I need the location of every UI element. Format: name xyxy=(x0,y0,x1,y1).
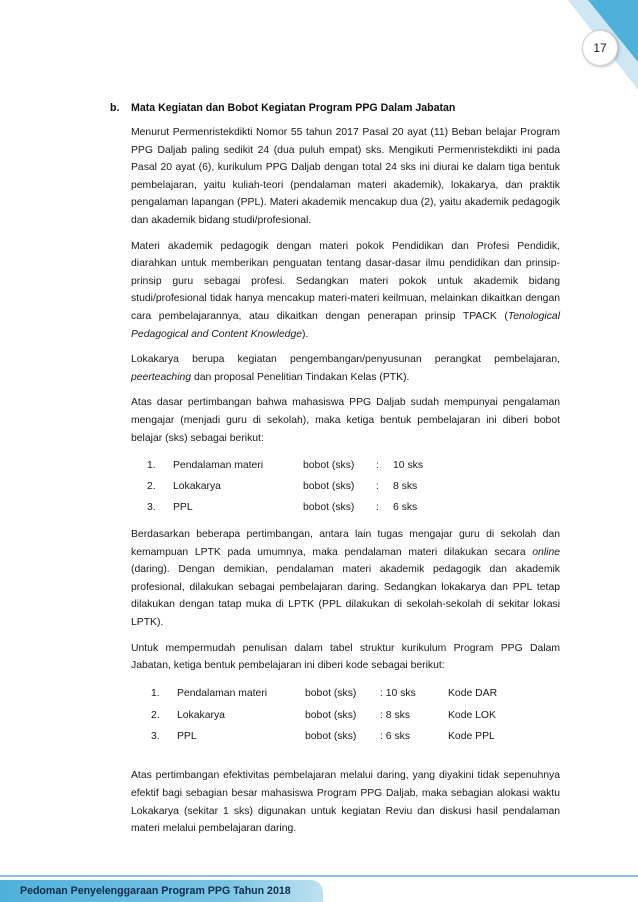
list-item-sks: : 10 sks xyxy=(380,688,416,700)
sks-list xyxy=(131,455,560,518)
list-item-kode: Kode LOK xyxy=(448,709,496,721)
list-item-sks: : 8 sks xyxy=(380,709,411,721)
list-item-name: Lokakarya xyxy=(173,481,221,493)
paragraph-5 xyxy=(131,526,560,632)
list-item-kode: Kode PPL xyxy=(448,731,495,743)
paragraph-3-text: Lokakarya berupa kegiatan pengembangan/penyusunan perangkat pembelajaran, xyxy=(131,354,560,366)
list-item-number: 2. xyxy=(147,481,156,493)
list-item-number: 3. xyxy=(147,502,156,514)
paragraph-2 xyxy=(131,238,560,344)
list-item xyxy=(131,497,560,518)
list-item-separator: : xyxy=(376,502,379,514)
list-item-sks: 8 sks xyxy=(393,481,418,493)
list-item-sks: : 6 sks xyxy=(380,731,411,743)
footer-title: Pedoman Penyelenggaraan Program PPG Tahun 2018 xyxy=(20,885,291,897)
list-item-kode: Kode DAR xyxy=(448,688,498,700)
list-item-separator: : xyxy=(376,460,379,472)
paragraph-5-text: Berdasarkan beberapa pertimbangan, antara lain tugas mengajar guru di sekolah dan kemampuan LPTK pada umumnya, maka pendalaman materi dilakukan secara xyxy=(131,529,560,558)
paragraph-4: Atas dasar pertimbangan bahwa mahasiswa PPG Daljab sudah mempunyai pengalaman mengajar (menjadi guru di sekolah), maka ketiga bentuk pembelajaran ini diberi bobot belajar (sks) sebagai berikut: xyxy=(131,397,560,444)
paragraph-3-end: dan proposal Penelitian Tindakan Kelas (PTK). xyxy=(191,371,410,383)
list-item-sks: 10 sks xyxy=(393,460,424,472)
list-item-separator: : xyxy=(376,481,379,493)
list-item-bobot: bobot (sks) xyxy=(303,460,355,472)
list-item-number: 3. xyxy=(151,731,160,743)
list-item-bobot: bobot (sks) xyxy=(305,709,357,721)
paragraph-2-text: Materi akademik pedagogik dengan materi pokok Pendidikan dan Profesi Pendidik, diarahkan untuk memberikan penguatan tentang dasar-dasar ilmu pendidikan dan prinsip-prinsip guru sebagai profesi. Sedangkan materi pokok untuk akademik bidang studi/profesional tidak hanya mencakup materi-materi keilmuan, melainkan dikaitkan dengan cara pembelajarannya, atau dikaitkan dengan penerapan prinsip TPACK ( xyxy=(131,240,560,322)
list-item-bobot: bobot (sks) xyxy=(303,481,355,493)
paragraph-7: Atas pertimbangan efektivitas pembelajaran melalui daring, yang diyakini tidak sepenuhnya efektif bagi sebagian besar mahasiswa Program PPG Daljab, maka sebagian alokasi waktu Lokakarya (sekitar 1 sks) digunakan untuk kegiatan Reviu dan diskusi hasil pendalaman materi melalui pembelajaran daring. xyxy=(131,770,560,835)
list-item-bobot: bobot (sks) xyxy=(305,688,357,700)
list-item-sks: 6 sks xyxy=(393,502,418,514)
section-heading xyxy=(110,102,560,114)
footer-banner xyxy=(0,880,323,902)
list-item xyxy=(131,726,560,748)
list-item-name: PPL xyxy=(173,502,193,514)
list-item-number: 1. xyxy=(151,688,160,700)
body-content xyxy=(131,124,560,846)
list-item-name: Pendalaman materi xyxy=(173,460,264,472)
list-item xyxy=(131,704,560,726)
footer-divider xyxy=(0,875,638,877)
list-item-bobot: bobot (sks) xyxy=(303,502,355,514)
paragraph-3 xyxy=(131,351,560,386)
list-item-number: 2. xyxy=(151,709,160,721)
section-label: b. xyxy=(110,102,120,114)
code-list xyxy=(131,683,560,748)
list-item-name: PPL xyxy=(177,731,197,743)
paragraph-2-end: ). xyxy=(302,328,309,340)
list-item-name: Pendalaman materi xyxy=(177,688,268,700)
list-item-bobot: bobot (sks) xyxy=(305,731,357,743)
paragraph-5-italic: online xyxy=(532,546,560,558)
paragraph-3-italic: peerteaching xyxy=(131,371,192,383)
paragraph-1: Menurut Permenristekdikti Nomor 55 tahun 2017 Pasal 20 ayat (11) Beban belajar Program PPG Daljab paling sedikit 24 (dua puluh empat) sks. Mengikuti Permenristekdikti ini pada Pasal 20 ayat (6), kurikulum PPG Daljab dengan total 24 sks ini diurai ke dalam tiga bentuk pembelajaran, yaitu kuliah-teori (pendalaman materi akademik), lokakarya, dan praktik pengalaman lapangan (PPL). Materi akademik mencakup dua (2), yaitu akademik pedagogik dan akademik bidang studi/profesional. xyxy=(131,127,560,226)
section-title: Mata Kegiatan dan Bobot Kegiatan Program PPG Dalam Jabatan xyxy=(131,102,456,114)
paragraph-5-end: (daring). Dengan demikian, pendalaman materi akademik pedagogik dan akademik profesional, dilakukan sebagai pembelajaran daring. Sedangkan lokakarya dan PPL tetap dilakukan dengan tatap muka di LPTK (PPL dilakukan di sekolah-sekolah di sekitar lokasi LPTK). xyxy=(131,564,560,629)
list-item-name: Lokakarya xyxy=(177,709,225,721)
list-item xyxy=(131,476,560,497)
paragraph-2-italic: Tenological Pedagogical and Content Knowledge xyxy=(131,310,560,340)
paragraph-6: Untuk mempermudah penulisan dalam tabel struktur kurikulum Program PPG Dalam Jabatan, ketiga bentuk pembelajaran ini diberi kode sebagai berikut: xyxy=(131,642,560,672)
list-item-number: 1. xyxy=(147,460,156,472)
list-item xyxy=(131,683,560,705)
list-item xyxy=(131,455,560,476)
page-number: 17 xyxy=(582,30,618,66)
